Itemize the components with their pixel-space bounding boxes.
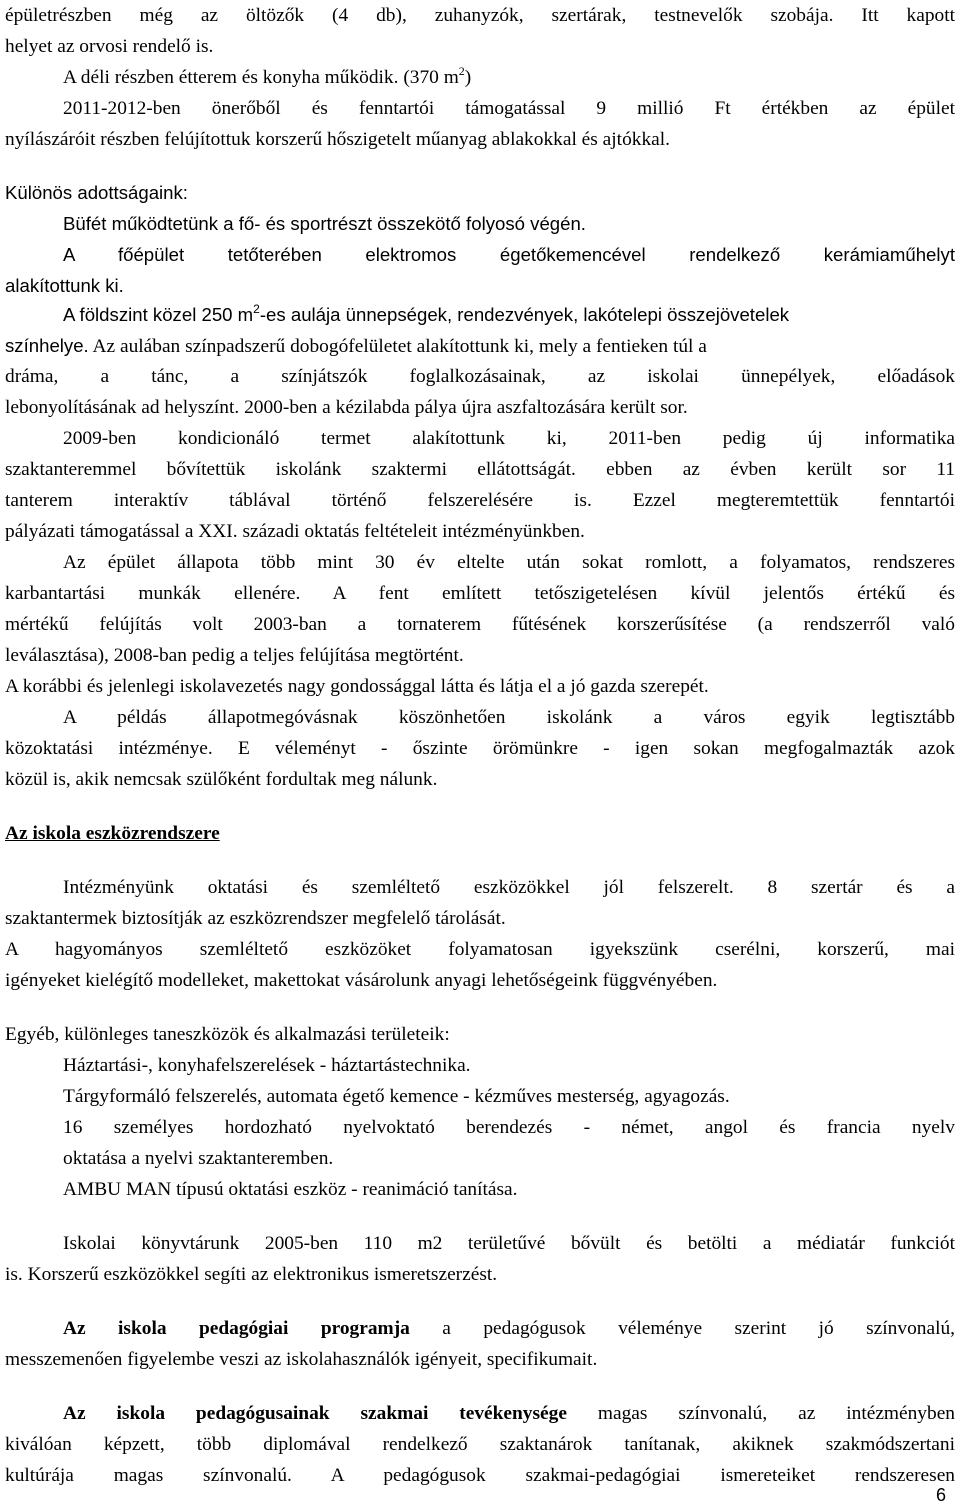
list-item: AMBU MAN típusú oktatási eszköz - reanimáció tanítása. (63, 1179, 518, 1200)
text-line: lebonyolításának ad helyszínt. 2000-ben a kézilabda pálya újra aszfaltozására került sor. (5, 397, 688, 418)
list-item-continued: oktatása a nyelvi szaktanteremben. (63, 1148, 334, 1169)
text-line: A főépület tetőterében elektromos égetőkemencével rendelkező kerámiaműhelyt (63, 244, 955, 265)
text-line: közoktatási intézménye. E véleményt - őszinte örömünkre - igen sokan megfogalmazták azok (5, 738, 955, 759)
text-line: 2009-ben kondicionáló termet alakítottunk ki, 2011-ben pedig új informatika (63, 428, 955, 449)
text-line: kultúrája magas színvonalú. A pedagógusok szakmai-pedagógiai ismereteiket rendszeresen (5, 1465, 955, 1486)
text-line: is. Korszerű eszközökkel segíti az elektronikus ismeretszerzést. (5, 1264, 498, 1285)
text-fragment: a pedagógusok véleménye szerint jó színvonalú, (409, 1318, 955, 1339)
text-line: szaktantermek biztosítják az eszközrendszer megfelelő tárolását. (5, 908, 506, 929)
text-fragment: magas színvonalú, az intézményben (566, 1403, 956, 1424)
text-line (5, 330, 955, 362)
text-line: leválasztása), 2008-ban pedig a teljes felújítása megtörtént. (5, 645, 464, 666)
text-fragment: A földszint közel 250 m (63, 304, 254, 325)
text-line (63, 1313, 955, 1344)
text-fragment: színhelye. (5, 335, 89, 356)
text-line: szaktanteremmel bővítettük iskolánk szaktermi ellátottságát. ebben az évben került sor 11 (5, 459, 955, 480)
bold-phrase: Az iskola pedagógusainak szakmai tevékenysége (63, 1403, 567, 1424)
text-line: kiválóan képzett, több diplomával rendelkező szaktanárok tanítanak, akiknek szakmódszertani (5, 1434, 955, 1455)
text-line: Intézményünk oktatási és szemléltető eszközökkel jól felszerelt. 8 szertár és a (63, 877, 955, 898)
text-fragment: -es aulája ünnepségek, rendezvények, lakótelepi összejövetelek (259, 304, 790, 325)
text-line: 2011-2012-ben önerőből és fenntartói támogatással 9 millió Ft értékben az épület (63, 98, 955, 119)
bold-phrase: Az iskola pedagógiai programja (63, 1318, 410, 1339)
text-line: pályázati támogatással a XXI. századi oktatás feltételeit intézményünkben. (5, 521, 585, 542)
text-line: helyet az orvosi rendelő is. (5, 36, 214, 57)
text-line: Iskolai könyvtárunk 2005-ben 110 m2 területűvé bővült és betölti a médiatár funkciót (63, 1233, 955, 1254)
text-fragment: Az aulában színpadszerű dobogófelületet alakítottunk ki, mely a fentieken túl a (92, 336, 707, 357)
text-line: nyílászáróit részben felújítottuk korszerű hőszigetelt műanyag ablakokkal és ajtókkal. (5, 129, 670, 150)
list-item: 16 személyes hordozható nyelvoktató berendezés - német, angol és francia nyelv (63, 1117, 955, 1138)
section-label: Különös adottságaink: (5, 182, 188, 203)
text-line (63, 62, 955, 93)
text-line: tanterem interaktív táblával történő felszerelésére is. Ezzel megteremtettük fenntartói (5, 490, 955, 511)
page-number: 6 (936, 1485, 947, 1505)
text-line: A hagyományos szemléltető eszközöket folyamatosan igyekszünk cserélni, korszerű, mai (5, 939, 955, 960)
text-line: A példás állapotmegóvásnak köszönhetően iskolánk a város egyik legtisztább (63, 707, 955, 728)
text-line: messzemenően figyelembe veszi az iskolahasználók igényeit, specifikumait. (5, 1349, 598, 1370)
text-line: A korábbi és jelenlegi iskolavezetés nagy gondossággal látta és látja el a jó gazda szerepét. (5, 676, 709, 697)
superscript: 2 (458, 63, 465, 78)
text-fragment: A déli részben étterem és konyha működik. (370 m (63, 67, 459, 88)
text-line: alakítottunk ki. (5, 275, 124, 296)
text-line: épületrészben még az öltözők (4 db), zuhanyzók, szertárak, testnevelők szobája. Itt kapott (5, 5, 955, 26)
text-line: karbantartási munkák ellenére. A fent említett tetőszigetelésen kívül jelentős értékű és (5, 583, 955, 604)
text-line: mértékű felújítás volt 2003-ban a tornaterem fűtésének korszerűsítése (a rendszerről való (5, 614, 955, 635)
text-line: közül is, akik nemcsak szülőként fordultak meg nálunk. (5, 769, 438, 790)
list-heading: Egyéb, különleges taneszközök és alkalmazási területeik: (5, 1024, 450, 1045)
text-line (63, 1398, 955, 1429)
text-line: dráma, a tánc, a színjátszók foglalkozásainak, az iskolai ünnepélyek, előadások (5, 366, 955, 387)
text-line: igényeket kielégítő modelleket, makettokat vásárolunk anyagi lehetőségeink függvényében. (5, 970, 718, 991)
text-line: Büfét működtetünk a fő- és sportrészt összekötő folyosó végén. (63, 213, 586, 234)
text-line: Az épület állapota több mint 30 év eltelte után sokat romlott, a folyamatos, rendszeres (63, 552, 955, 573)
list-item: Tárgyformáló felszerelés, automata égető kemence - kézműves mesterség, agyagozás. (63, 1086, 730, 1107)
superscript: 2 (253, 301, 260, 316)
text-line (63, 299, 955, 330)
section-heading: Az iskola eszközrendszere (5, 823, 220, 844)
text-fragment: ) (464, 67, 472, 88)
list-item: Háztartási-, konyhafelszerelések - háztartástechnika. (63, 1055, 471, 1076)
